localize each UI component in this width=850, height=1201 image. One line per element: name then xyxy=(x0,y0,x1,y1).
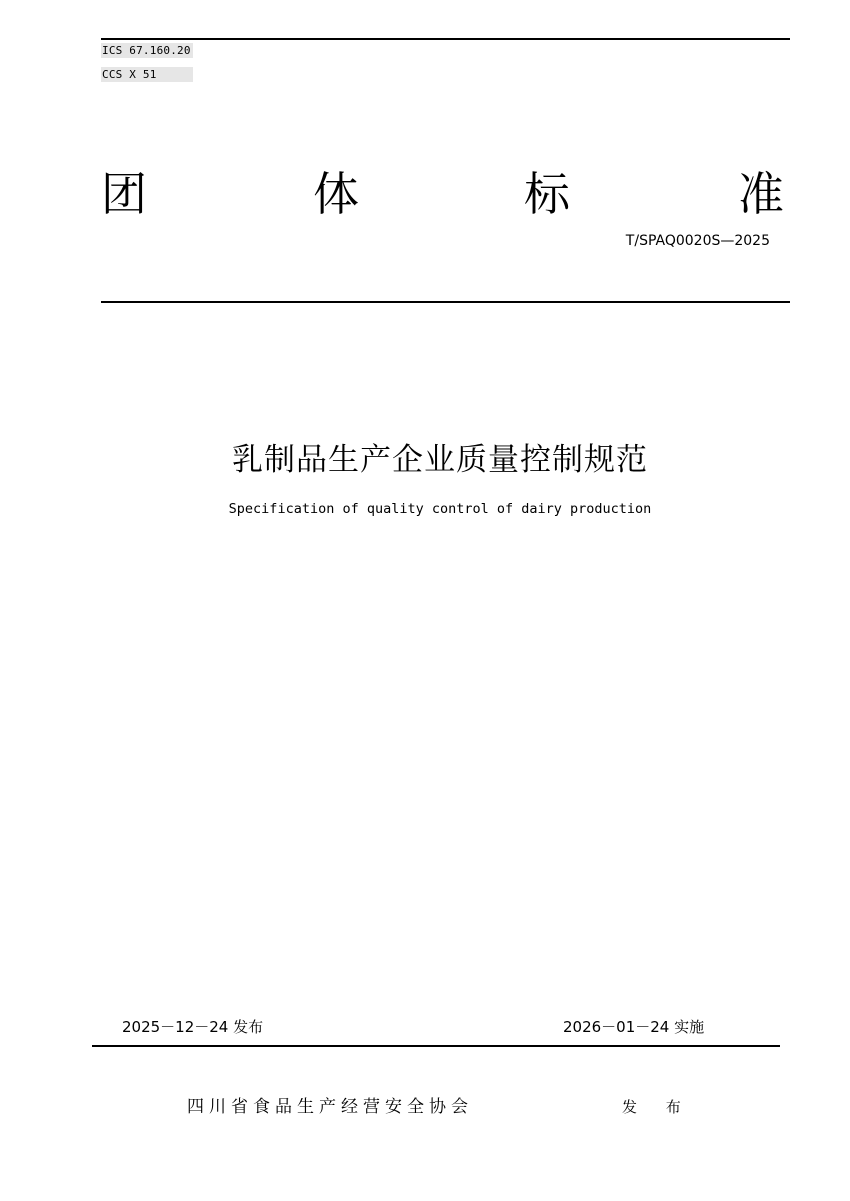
document-subtitle: Specification of quality control of dairy production xyxy=(228,501,652,517)
heading-rule xyxy=(101,301,790,303)
document-title: 乳制品生产企业质量控制规范 xyxy=(232,442,648,478)
publisher-name: 四川省食品生产经营安全协会 xyxy=(187,1097,473,1117)
category-char-3: 标 xyxy=(524,167,570,221)
ics-code-text: ICS 67.160.20 xyxy=(101,43,193,58)
category-char-1: 团 xyxy=(101,167,147,221)
top-rule xyxy=(101,38,790,40)
implementation-date: 2026－01－24 实施 xyxy=(563,1018,705,1036)
release-date: 2025－12－24 发布 xyxy=(122,1018,264,1036)
publish-label: 发 布 xyxy=(622,1098,693,1116)
ics-code xyxy=(101,43,193,58)
ccs-code-text: CCS X 51 xyxy=(101,67,193,82)
footer-rule xyxy=(92,1045,780,1047)
ccs-code xyxy=(101,67,193,82)
category-char-4: 准 xyxy=(738,167,784,221)
category-char-2: 体 xyxy=(313,167,359,221)
standard-number: T/SPAQ0020S—2025 xyxy=(625,233,770,249)
